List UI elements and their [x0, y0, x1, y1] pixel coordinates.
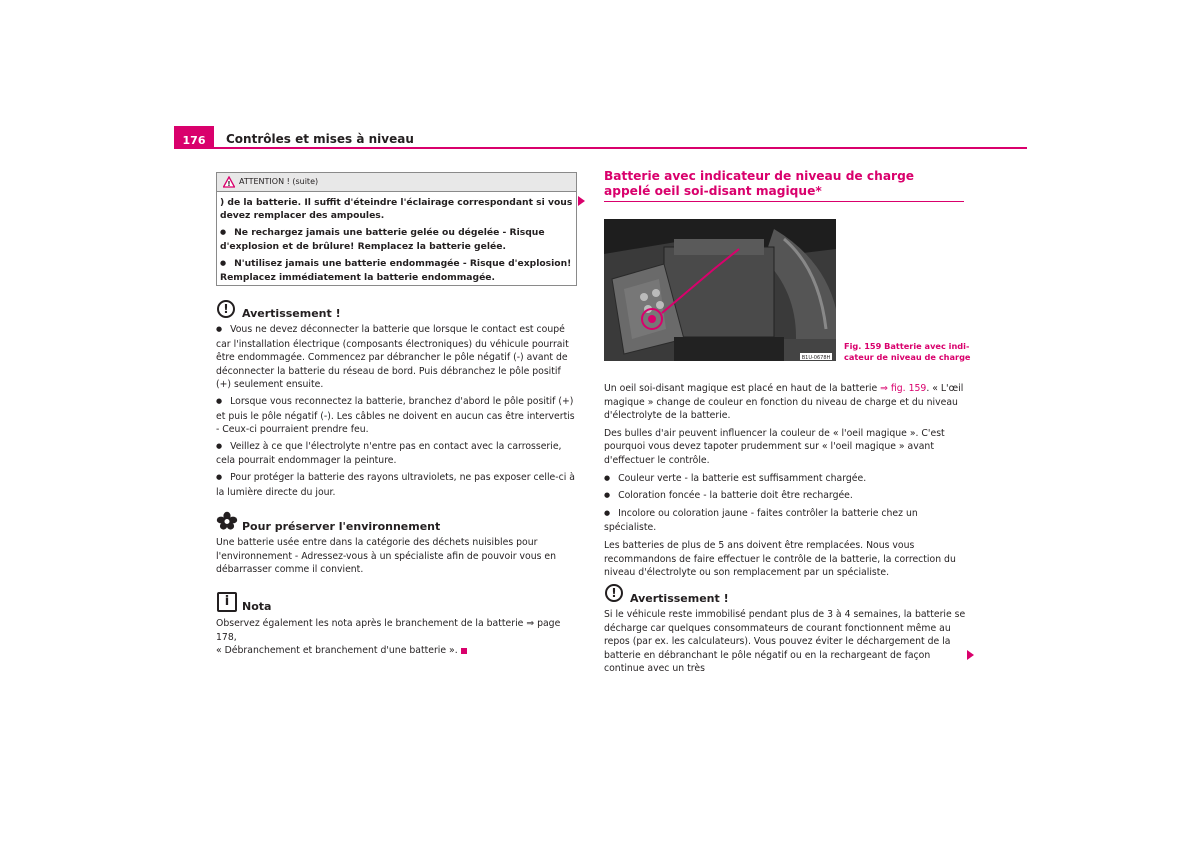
end-marker-icon	[461, 648, 467, 654]
caution-title: Avertissement !	[630, 592, 729, 605]
paragraph-text: . « L'œil magique » change de couleur en fonction du niveau de charge et du niveau d'électrolyte de la batterie.	[604, 383, 964, 422]
figure-code: B1U-0678H	[801, 355, 831, 361]
environment-text: Une batterie usée entre dans la catégorie des déchets nuisibles pour l'environnement - Adressez-vous à un spécialiste afin de pouvoir vous en débarrasser comme il convient.	[216, 537, 557, 576]
list-item: ● Vous ne devez déconnecter la batterie que lorsque le contact est coupé car l'installation électrique (composants électroniques) du véhicule pourrait être endommagée. Commencez par débrancher le pôle négatif (-) avant de déconnecter la batterie du réseau de bord. Puis débranchez le pôle positif (+) seulement ensuite.	[216, 323, 576, 392]
section-heading: Batterie avec indicateur de niveau de charge appelé oeil soi-disant magique*	[604, 169, 915, 198]
caution-icon: !	[217, 300, 235, 318]
figure-link[interactable]: ⇒ fig. 159	[880, 383, 927, 394]
header-rule	[174, 147, 1027, 149]
figure-caption	[844, 341, 970, 363]
warning-triangle-icon	[223, 176, 235, 188]
nota-title: Nota	[242, 600, 272, 613]
svg-text:!: !	[227, 179, 231, 188]
caption-line: Fig. 159 Batterie avec indi-	[844, 341, 970, 351]
paragraph-text: Un oeil soi-disant magique est placé en haut de la batterie	[604, 383, 881, 394]
paragraph	[604, 382, 966, 423]
list-item: ● Lorsque vous reconnectez la batterie, branchez d'abord le pôle positif (+) et puis le pôle négatif (-). Les câbles ne doivent en aucun cas être intervertis - Ceux-ci pourraient prendre feu.	[216, 395, 576, 437]
caution-text: Si le véhicule reste immobilisé pendant plus de 3 à 4 semaines, la batterie se décharge car quelques consommateurs de courant fonctionnent même au repos (par ex. les calculateurs). Vous pouvez éviter le déchargement de la batterie en débranchant le pôle négatif ou en la rechargeant de façon continue avec un très	[604, 609, 966, 675]
nota-line: Observez également les nota après le branchement de la batterie ⇒ page 178,	[216, 618, 561, 643]
warning-paragraph: ) de la batterie. Il suffit d'éteindre l'éclairage correspondant si vous devez remplacer des ampoules.	[220, 197, 573, 222]
section-rule	[604, 201, 964, 202]
right-body	[604, 382, 966, 580]
warning-paragraph: ● N'utilisez jamais une batterie endommagée - Risque d'explosion! Remplacez immédiatement la batterie endommagée.	[220, 257, 573, 285]
list-item: ● Couleur verte - la batterie est suffisamment chargée.	[604, 472, 966, 487]
warning-paragraph: ● Ne rechargez jamais une batterie gelée ou dégelée - Risque d'explosion et de brûlure! Remplacez la batterie gelée.	[220, 226, 573, 254]
flower-icon	[216, 511, 238, 531]
battery-photo	[604, 219, 836, 361]
warning-box-header	[217, 173, 576, 192]
list-item: ● Veillez à ce que l'électrolyte n'entre pas en contact avec la carrosserie, cela pourrait endommager la peinture.	[216, 440, 576, 468]
caution-icon: !	[605, 584, 623, 602]
caution-title: Avertissement !	[242, 307, 341, 320]
caution-list	[216, 323, 576, 499]
paragraph: Des bulles d'air peuvent influencer la couleur de « l'oeil magique ». C'est pourquoi vous devez tapoter prudemment sur « l'oeil magique » avant d'effectuer le contrôle.	[604, 427, 945, 466]
environment-title: Pour préserver l'environnement	[242, 520, 441, 533]
nota-text	[216, 617, 576, 658]
list-item: ● Pour protéger la batterie des rayons ultraviolets, ne pas exposer celle-ci à la lumière directe du jour.	[216, 471, 576, 499]
page-number: 176	[174, 126, 214, 148]
warning-box	[216, 172, 577, 286]
continue-arrow-icon	[967, 650, 974, 660]
chapter-title: Contrôles et mises à niveau	[226, 132, 414, 146]
list-item: ● Incolore ou coloration jaune - faites contrôler la batterie chez un spécialiste.	[604, 507, 966, 535]
warning-box-heading: ATTENTION ! (suite)	[239, 177, 319, 186]
paragraph: Les batteries de plus de 5 ans doivent être remplacées. Nous vous recommandons de faire effectuer le contrôle de la batterie, la correction du niveau d'électrolyte ou son remplacement par un spécialiste.	[604, 539, 956, 579]
caption-line: cateur de niveau de charge	[844, 352, 971, 362]
list-item: ● Coloration foncée - la batterie doit être rechargée.	[604, 489, 966, 504]
continue-arrow-icon	[578, 196, 585, 206]
nota-line: « Débranchement et branchement d'une batterie ».	[216, 645, 458, 657]
battery-illustration	[604, 219, 836, 361]
info-icon: i	[217, 592, 237, 612]
